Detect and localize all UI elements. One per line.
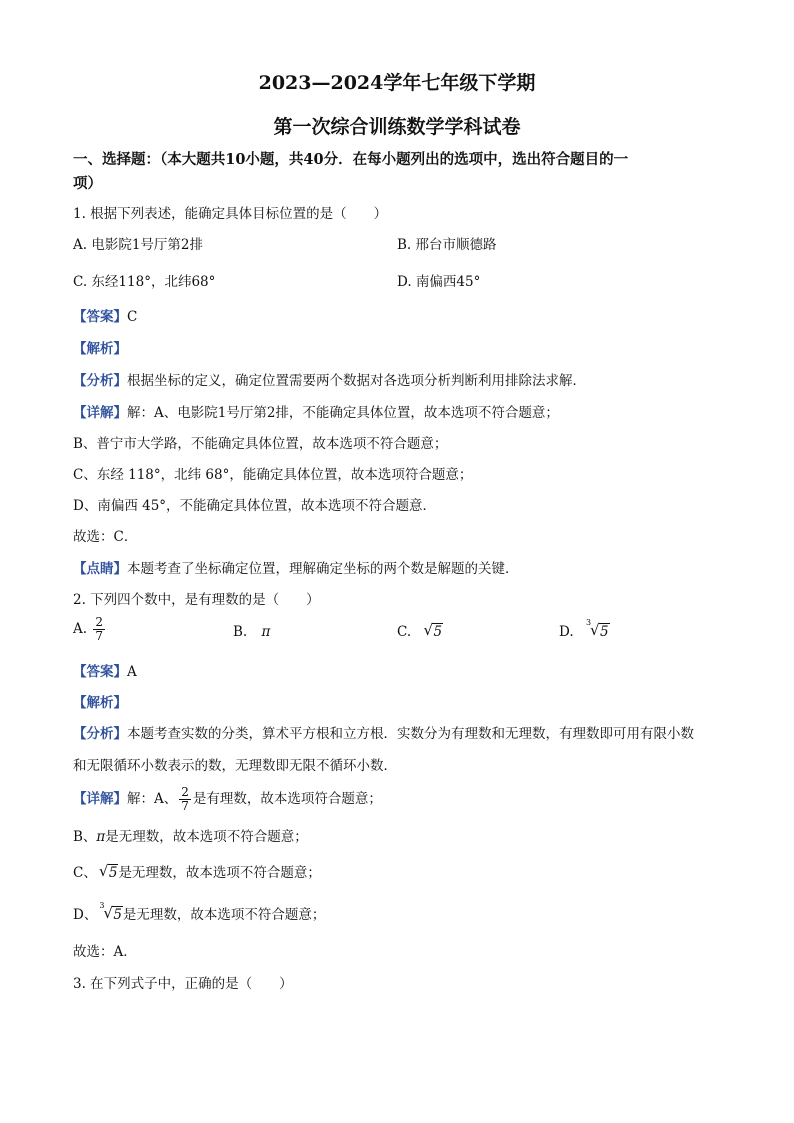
answer-value: A bbox=[127, 664, 137, 680]
q2-stem: 2. 下列四个数中，是有理数的是（ ） bbox=[73, 592, 320, 608]
fraction-denominator: 7 bbox=[181, 799, 189, 813]
q2-choose: 故选：A． bbox=[73, 944, 137, 960]
q1-option-d: D. 南偏西45° bbox=[397, 274, 481, 290]
q1-answer bbox=[73, 305, 137, 325]
section-heading-line1: 一、选择题：（本大题共10小题，共40分．在每小题列出的选项中，选出符合题目的一 bbox=[73, 151, 629, 168]
q1-option-a: A. 电影院1号厅第2排 bbox=[73, 237, 204, 253]
line-d-suffix: 是无理数，故本选项不符合题意； bbox=[122, 907, 326, 923]
line-c-suffix: 是无理数，故本选项不符合题意； bbox=[118, 865, 321, 881]
q1-choose: 故选：C． bbox=[73, 529, 138, 545]
line-c-prefix: C、 bbox=[73, 865, 97, 881]
q1-xiangjie bbox=[73, 401, 559, 421]
xiangjie-tag: 【详解】 bbox=[73, 405, 127, 421]
sqrt-5: √ 5 bbox=[98, 862, 118, 881]
section-heading-line2: 项） bbox=[73, 175, 102, 192]
q1-line-c: C、东经 118°，北纬 68°，能确定具体位置，故本选项符合题意； bbox=[73, 467, 473, 483]
analysis-tag: 【解析】 bbox=[73, 695, 127, 711]
radical-sign-icon: √ bbox=[103, 904, 113, 922]
pi-symbol: π bbox=[261, 624, 271, 640]
q2-xiangjie bbox=[73, 786, 382, 813]
q1-option-b: B. 邢台市顺德路 bbox=[397, 237, 497, 253]
option-a-label: A. bbox=[73, 621, 88, 637]
fraction-numerator: 2 bbox=[181, 785, 189, 799]
fenxi-text: 根据坐标的定义，确定位置需要两个数据对各选项分析判断利用排除法求解． bbox=[127, 373, 586, 389]
q2-option-c bbox=[397, 621, 443, 640]
line-d-prefix: D、 bbox=[73, 907, 98, 923]
q1-line-b: B、普宁市大学路，不能确定具体位置，故本选项不符合题意； bbox=[73, 436, 448, 452]
radical-sign-icon: √ bbox=[98, 862, 109, 880]
q2-fenxi-line1 bbox=[73, 722, 694, 742]
answer-tag: 【答案】 bbox=[73, 309, 127, 325]
q2-option-d bbox=[559, 618, 610, 640]
fraction-numerator: 2 bbox=[95, 615, 103, 629]
sqrt-5: √ 5 bbox=[423, 621, 443, 640]
xiangjie-text: 解：A、电影院1号厅第2排，不能确定具体位置，故本选项不符合题意； bbox=[127, 405, 559, 421]
xiangjie-suffix: 是有理数，故本选项符合题意； bbox=[192, 791, 382, 807]
dianjing-tag: 【点睛】 bbox=[73, 561, 127, 577]
q1-line-d: D、南偏西 45°，不能确定具体位置，故本选项不符合题意． bbox=[73, 498, 437, 514]
q1-fenxi bbox=[73, 369, 586, 389]
answer-tag: 【答案】 bbox=[73, 664, 127, 680]
exam-title-line1: 2023—2024学年七年级下学期 bbox=[258, 72, 536, 94]
cube-root-5: 3 √ 5 bbox=[99, 901, 122, 923]
fraction-2-7 bbox=[93, 616, 105, 643]
q1-analysis-tag bbox=[73, 337, 127, 357]
q3-stem: 3. 在下列式子中，正确的是（ ） bbox=[73, 976, 293, 992]
radical-sign-icon: √ bbox=[589, 621, 600, 639]
pi-symbol: π bbox=[96, 829, 106, 845]
q2-fenxi-line2: 和无限循环小数表示的数，无理数即无限不循环小数． bbox=[73, 758, 397, 774]
xiangjie-prefix: 解：A、 bbox=[127, 791, 178, 807]
fenxi-text: 本题考查实数的分类，算术平方根和立方根．实数分为有理数和无理数，有理数即可用有限小数 bbox=[127, 726, 694, 742]
q1-dianjing bbox=[73, 557, 519, 577]
q2-line-b bbox=[73, 825, 308, 845]
q2-line-d bbox=[73, 903, 325, 923]
fenxi-tag: 【分析】 bbox=[73, 726, 127, 742]
q2-answer bbox=[73, 660, 137, 680]
analysis-tag: 【解析】 bbox=[73, 341, 127, 357]
line-b-prefix: B、 bbox=[73, 829, 97, 845]
xiangjie-tag: 【详解】 bbox=[73, 791, 127, 807]
q2-line-c bbox=[73, 861, 321, 881]
option-c-label: C. bbox=[397, 624, 412, 640]
answer-value: C bbox=[127, 309, 138, 325]
exam-title-line2: 第一次综合训练数学学科试卷 bbox=[273, 116, 521, 138]
q2-option-a bbox=[73, 616, 107, 643]
fenxi-tag: 【分析】 bbox=[73, 373, 127, 389]
radical-sign-icon: √ bbox=[423, 621, 433, 639]
q2-option-b bbox=[233, 624, 270, 640]
dianjing-text: 本题考查了坐标确定位置，理解确定坐标的两个数是解题的关键． bbox=[127, 561, 519, 577]
q2-analysis-tag bbox=[73, 691, 127, 711]
fraction-denominator: 7 bbox=[95, 629, 103, 643]
cube-root-5: 3 √ 5 bbox=[585, 618, 609, 640]
fraction-2-7 bbox=[179, 786, 191, 813]
q1-option-c: C. 东经118°，北纬68° bbox=[73, 274, 216, 290]
q1-stem: 1. 根据下列表述，能确定具体目标位置的是（ ） bbox=[73, 206, 388, 222]
option-d-label: D. bbox=[559, 624, 574, 640]
option-b-label: B. bbox=[233, 624, 248, 640]
line-b-suffix: 是无理数，故本选项不符合题意； bbox=[105, 829, 308, 845]
